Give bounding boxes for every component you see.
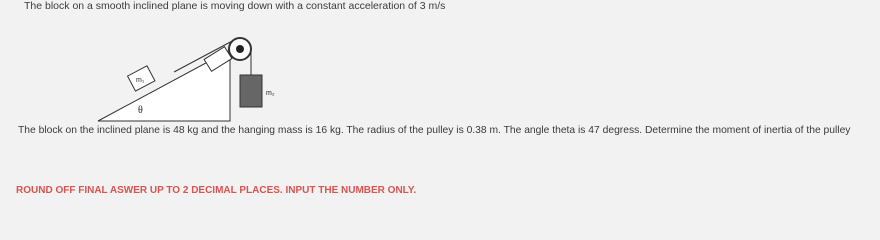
problem-intro-text: The block on a smooth inclined plane is moving down with a constant acceleration of 3 m/s (24, 0, 446, 12)
incline-pulley-diagram (90, 22, 310, 126)
answer-instruction: ROUND OFF FINAL ASWER UP TO 2 DECIMAL PLACES. INPUT THE NUMBER ONLY. (16, 185, 417, 196)
block-m2-label: m₂ (266, 90, 275, 97)
angle-theta-label: θ (138, 105, 143, 116)
block-m2 (240, 75, 262, 107)
pulley-axle (236, 45, 244, 53)
block-m1-label: m₁ (136, 77, 145, 84)
problem-details-text: The block on the inclined plane is 48 kg and the hanging mass is 16 kg. The radius of the pulley is 0.38 m. The angle theta is 47 degress. Determine the moment of inertia of the pulley (18, 125, 851, 136)
